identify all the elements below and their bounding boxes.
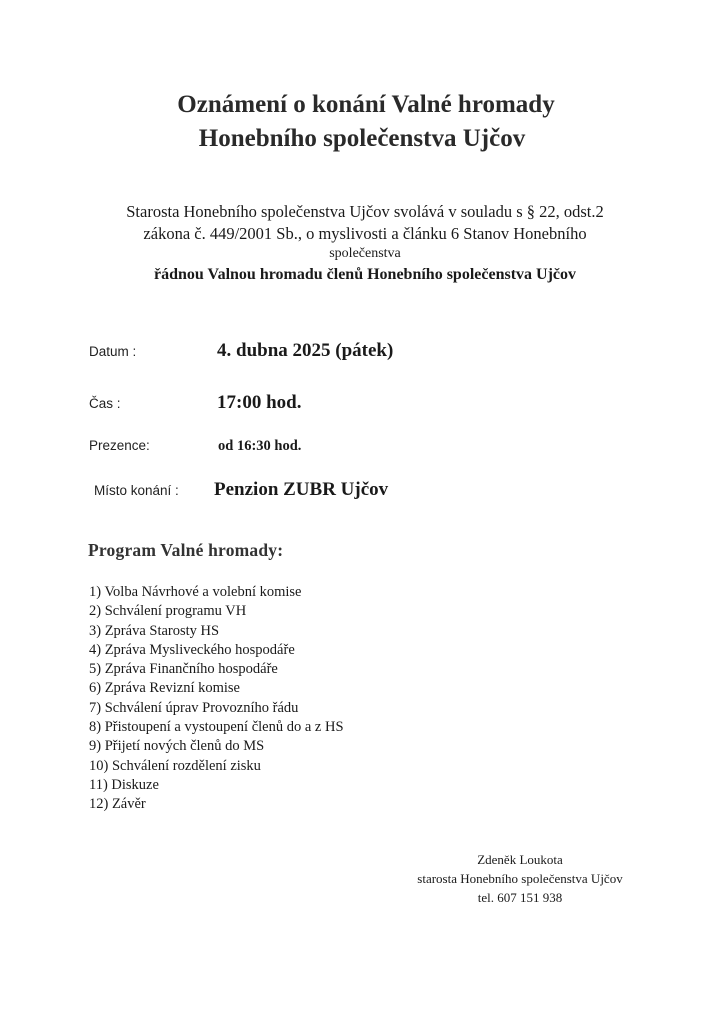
signature-phone: tel. 607 151 938	[477, 890, 563, 905]
title-line-2: Honebního společenstva Ujčov	[198, 125, 526, 152]
intro-line-4: řádnou Valnou hromadu členů Honebního společenstva Ujčov	[153, 266, 576, 283]
signature-block	[360, 850, 680, 907]
intro-line-1: Starosta Honebního společenstva Ujčov svolává v souladu s § 22, odst.2	[126, 202, 604, 221]
title-line-1: Oznámení o konání Valné hromady	[177, 91, 555, 118]
venue-label: Místo konání :	[94, 483, 179, 498]
date-value: 4. dubna 2025 (pátek)	[217, 340, 394, 361]
agenda-item: 8) Přistoupení a vystoupení členů do a z HS	[89, 719, 344, 736]
signature-name: Zdeněk Loukota	[477, 852, 563, 867]
agenda-item: 12) Závěr	[89, 796, 146, 813]
agenda-item: 11) Diskuze	[89, 776, 159, 793]
date-label: Datum :	[89, 344, 137, 359]
intro-paragraph	[60, 201, 670, 287]
date-row	[89, 340, 393, 362]
program-title: Program Valné hromady:	[88, 540, 284, 560]
time-label: Čas :	[89, 396, 121, 411]
intro-line-3: společenstva	[329, 246, 401, 261]
agenda-item: 2) Schválení programu VH	[89, 603, 247, 620]
registration-label: Prezence:	[89, 438, 150, 453]
agenda-item: 7) Schválení úprav Provozního řádu	[89, 699, 299, 716]
agenda-item: 6) Zpráva Revizní komise	[89, 680, 240, 697]
time-row	[89, 392, 301, 414]
time-value: 17:00 hod.	[217, 392, 302, 413]
intro-line-2: zákona č. 449/2001 Sb., o myslivosti a článku 6 Stanov Honebního	[143, 224, 587, 243]
venue-row	[94, 479, 388, 501]
registration-value: od 16:30 hod.	[218, 438, 302, 454]
agenda-item: 4) Zpráva Mysliveckého hospodáře	[89, 641, 295, 658]
agenda-item: 1) Volba Návrhové a volební komise	[89, 584, 302, 600]
agenda-item: 10) Schválení rozdělení zisku	[89, 757, 261, 774]
registration-row	[89, 438, 301, 455]
document-title	[0, 88, 724, 156]
venue-value: Penzion ZUBR Ujčov	[214, 479, 389, 500]
agenda-list	[89, 583, 344, 815]
agenda-item: 9) Přijetí nových členů do MS	[89, 738, 265, 755]
agenda-item: 3) Zpráva Starosty HS	[89, 622, 220, 639]
agenda-item: 5) Zpráva Finančního hospodáře	[89, 661, 278, 678]
signature-role: starosta Honebního společenstva Ujčov	[417, 871, 623, 886]
